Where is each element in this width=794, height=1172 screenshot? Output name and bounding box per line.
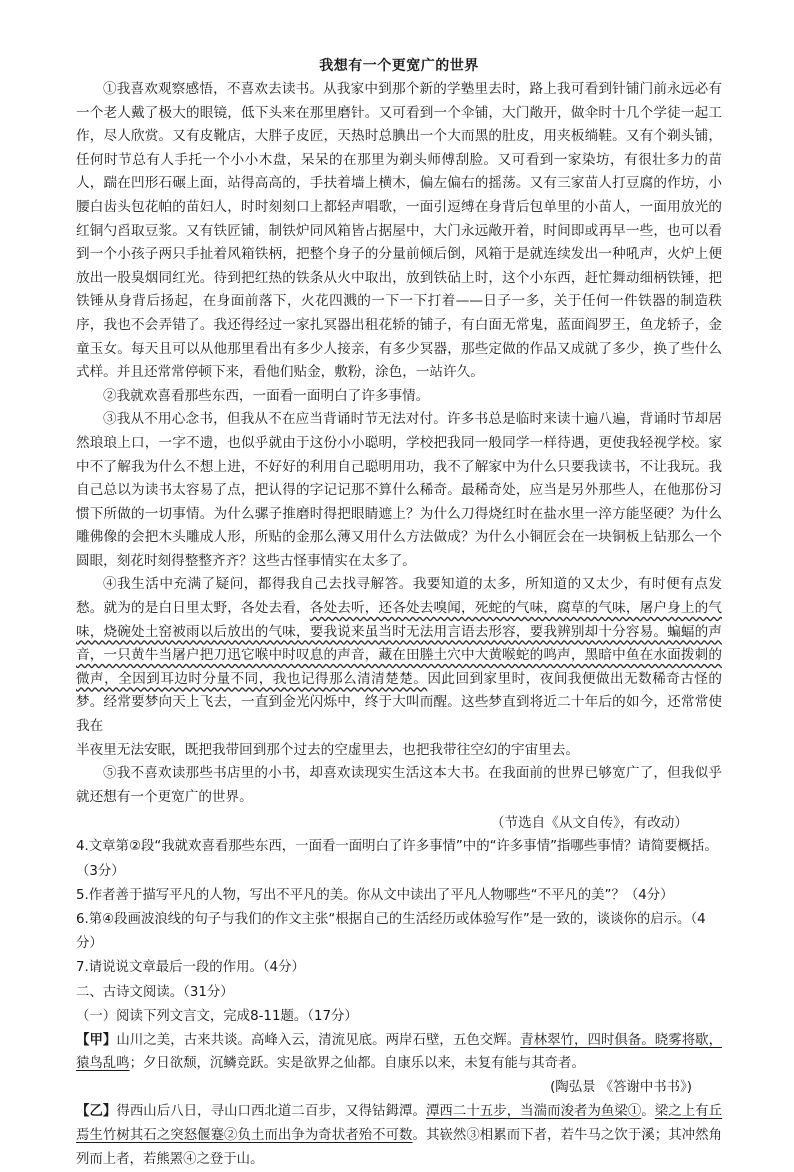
question-4: 4.文章第②段“我就欢喜看那些东西，一面看一面明白了许多事情”中的“许多事情”指哪些事情？请简要概括。（3分） (76, 839, 718, 879)
paragraph-3: ③我从不用心念书，但我从不在应当背诵时节无法对付。许多书总是临时来读十遍八遍，背诵时节却居然琅琅上口，一字不遗，也似乎就由于这份小小聪明，学校把我同一般同学一样待遇，更使我轻视学校。家中不了解我为什么不想上进，不好好的利用自己聪明用功，我不了解家中为什么只要我读书，不让我玩。我自己总以为读书太容易了点，把认得的字记记那不算什么稀奇。最稀奇处，应当是另外那些人，在他那份习惯下所做的一切事情。为什么骡子推磨时得把眼睛遮上？为什么刀得烧红时在盐水里一淬方能坚硬？为什么雕佛像的会把木头雕成人形，所贴的金那么薄又用什么方法做成？为什么小铜匠会在一块铜板上钻那么一个圆眼，刻花时刻得整整齐齐？这些古怪事情实在太多了。 (76, 411, 722, 569)
passage-yi (76, 1100, 722, 1171)
document-page (76, 56, 722, 1172)
passage-jia-text-b: ；夕日欲颓，沉鳞竞跃。实是欲界之仙都。自康乐以来，未复有能与其奇者。 (129, 1056, 585, 1072)
question-5: 5.作者善于描写平凡的人物，写出不平凡的美。你从文中读出了平凡人物哪些“不平凡的美”？（4分） (76, 887, 674, 903)
paragraph-4-text-after: 因此回到家里时，夜间我便做出无数稀奇古怪的梦。经常要梦向天上飞去，一直到金光闪烁中，终于大叫而醒。这些梦直到将近二十年后的如今，还常常使我在 (76, 670, 723, 735)
passage-yi-underlined-1: 潭西二十五步，当湍而浚者为鱼梁① (425, 1104, 642, 1120)
passage-jia (76, 1029, 722, 1077)
paragraph-5: ⑤我不喜欢读那些书店里的小书，却喜欢读现实生活这本大书。在我面前的世界已够宽广了，但我似乎就还想有一个更宽广的世界。 (76, 765, 722, 805)
passage-yi-tag: 【乙】 (76, 1104, 117, 1120)
section-2-subheading: （一）阅读下列文言文，完成8-11题。（17分） (76, 1008, 358, 1024)
question-6: 6.第④段画波浪线的句子与我们的作文主张“根据自己的生活经历或体验写作”是一致的，谈谈你的启示。（4分） (76, 912, 706, 952)
question-7: 7.请说说文章最后一段的作用。（4分） (76, 960, 305, 976)
paragraph-2: ②我就欢喜看那些东西，一面看一面明白了许多事情。 (103, 387, 430, 404)
passage-yi-text-a: 得西山后八日，寻山口西北道二百步，又得钴鉧潭。 (116, 1104, 426, 1120)
paragraph-4 (76, 573, 722, 738)
article-title: 我想有一个更宽广的世界 (319, 58, 479, 74)
section-2-heading: 二、古诗文阅读。（31分） (76, 984, 234, 1000)
wavy-underlined-sentences: 各处去听，还各处去嗅闻，死蛇的气味，腐草的气味，屠户身上的气味，烧碗处土窑被雨以后放出的气味，要我说来虽当时无法用言语去形容，要我辨别却十分容易。蝙蝠的声音，一只黄牛当屠户把刀迅它喉中时叹息的声音，藏在田塍土穴中大黄喉蛇的鸣声，黑暗中鱼在水面拨刺的微声，全因到耳边时分量不同，我也记得那么清清楚楚。 (76, 600, 723, 687)
paragraph-1: ①我喜欢观察感悟，不喜欢去读书。从我家中到那个新的学塾里去时，路上我可看到针铺门前永远必有一个老人戴了极大的眼镜，低下头来在那里磨针。又可看到一个伞铺，大门敞开，做伞时十几个学徒一起工作，尽人欣赏。又有皮靴店，大胖子皮匠，天热时总腆出一个大而黑的肚皮，用夹板绱鞋。又有个剃头铺，任何时节总有人手托一个小小木盘，呆呆的在那里为剃头师傅刮脸。又可看到一家染坊，有很壮多力的苗人，踹在凹形石碾上面，站得高高的，手扶着墙上横木，偏左偏右的摇荡。又有三家苗人打豆腐的作坊，小腰白齿头包花帕的苗妇人，时时刻刻口上都轻声唱歌，一面引逗缚在身背后包单里的小苗人，一面用放光的红铜勺舀取豆浆。又有铁匠铺，制铁炉同风箱皆占据屋中，大门永远敞开着，时间即或再早一些，也可以看到一个小孩子两只手扯着风箱铁柄，把整个身子的分量前倾后倒，风箱于是就连续发出一种吼声，火炉上便放出一股臭烟同红光。待到把红热的铁条从火中取出，放到铁砧上时，这个小东西，赶忙舞动细柄铁锤，把铁锤从身背后扬起，在身面前落下，火花四溅的一下一下打着——日子一多，关于任何一件铁器的制造秩序，我也不会弄错了。我还得经过一家扎冥器出租花轿的铺子，有白面无常鬼，蓝面阎罗王，鱼龙轿子，金童玉女。每天且可以从他那里看出有多少人接亲，有多少冥器，那些定做的作品又成就了多少，换了些什么式样。并且还常常停顿下来，看他们贴金，敷粉，涂色，一站许久。 (76, 81, 722, 381)
passage-yi-underlined-2: 梁之上有丘焉生竹树其石之突怒偃蹇②负土而出争为奇状者殆不可数 (76, 1104, 723, 1144)
paragraph-4-continuation: 半夜里无法安眠，既把我带回到那个过去的空虚里去，也把我带往空幻的宇宙里去。 (76, 741, 579, 758)
passage-yi-text-c: 。其嵚然③相累而下者，若牛马之饮于溪；其冲然角列而上者，若熊罴④之登于山。 (76, 1128, 723, 1167)
paragraph-4-text-before: ④我生活中充满了疑问，都得我自己去找寻解答。我要知道的太多，所知道的又太少，有时便有点发愁。就为的是白日里太野，各处去看， (76, 576, 722, 617)
passage-jia-attribution: (陶弘景 《答谢中书书》) (550, 1080, 692, 1096)
article-source: （节选自《从文自传》，有改动） (490, 815, 688, 832)
passage-jia-text-a: 山川之美，古来共谈。高峰入云，清流见底。两岸石壁，五色交辉。 (116, 1032, 521, 1048)
passage-jia-underlined: 青林翠竹，四时俱备。晓雾将歇，猿鸟乱鸣 (76, 1032, 723, 1072)
passage-yi-text-b: 。 (641, 1104, 655, 1120)
passage-jia-tag: 【甲】 (76, 1032, 117, 1048)
